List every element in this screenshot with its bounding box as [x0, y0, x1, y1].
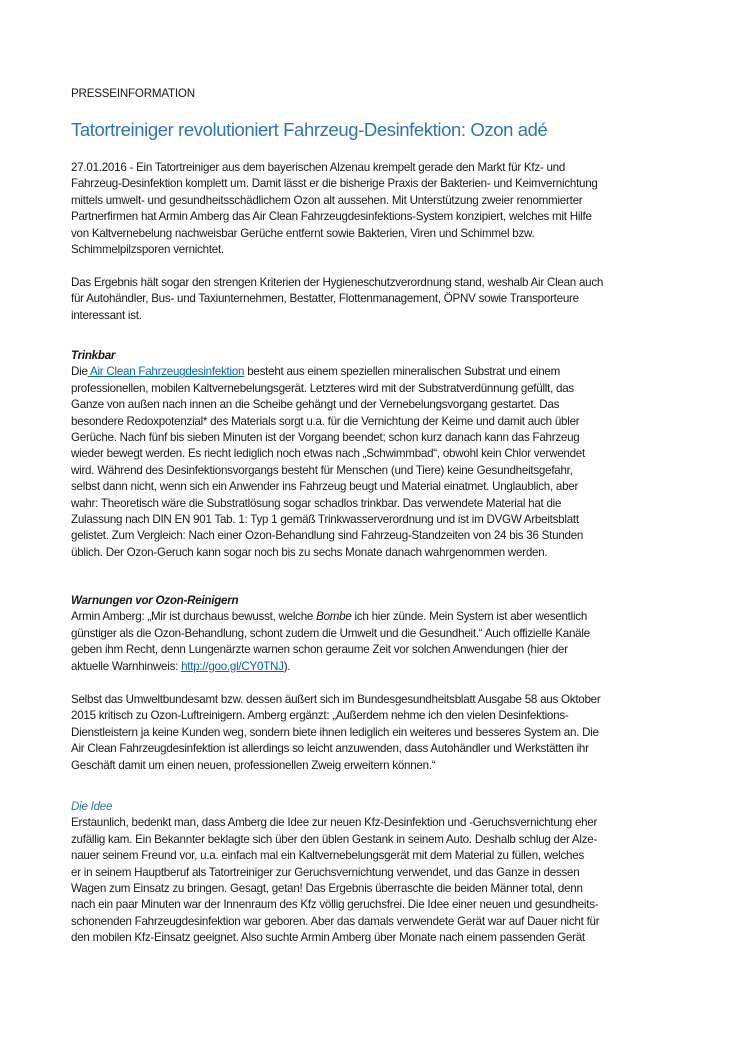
- text-line: [71, 275, 603, 291]
- text-segment: ).: [283, 659, 291, 673]
- text-line: [71, 479, 585, 495]
- section-warnungen: [71, 593, 590, 675]
- section-trinkbar: [71, 348, 585, 561]
- text-segment: er in seinem Hauptberuf als Tatortreiniger zur Geruchsvernichtung verwendet, und das Ganze in dessen: [71, 865, 580, 879]
- hyperlink[interactable]: Air Clean Fahrzeugdesinfektion: [87, 365, 245, 379]
- text-line: [71, 446, 585, 462]
- emphasis-text: Bombe: [316, 610, 352, 624]
- text-segment: besondere Redoxpotenzial* des Materials sorgt u.a. für die Vernichtung der Keime und damit auch übler: [71, 414, 580, 428]
- section-heading: Trinkbar: [71, 349, 116, 362]
- text-line: [71, 832, 599, 848]
- press-kicker: PRESSEINFORMATION: [71, 87, 195, 100]
- text-line: [71, 609, 590, 625]
- paragraph-umweltbundesamt: [71, 692, 601, 774]
- text-line: [71, 176, 598, 192]
- text-segment: Die: [71, 365, 88, 379]
- text-segment: nach ein paar Minuten war der Innenraum des Kfz völlig geruchsfrei. Die Idee einer neuen und gesundheits-: [71, 898, 599, 912]
- text-segment: Partnerfirmen hat Armin Amberg das Air Clean Fahrzeugdesinfektions-System konzipiert, welches mit Hilfe: [71, 210, 592, 224]
- text-line: [71, 242, 598, 258]
- text-line: [71, 348, 585, 364]
- text-segment: Erstaunlich, bedenkt man, dass Amberg die Idee zur neuen Kfz-Desinfektion und -Geruchsvernichtung eher: [71, 816, 598, 830]
- text-segment: Schimmelpilzsporen vernichtet.: [71, 242, 224, 256]
- text-segment: Geschäft damit um einen neuen, professionellen Zweig erweitern können.“: [71, 758, 436, 772]
- text-line: [71, 881, 599, 897]
- section-heading: Warnungen vor Ozon-Reinigern: [71, 594, 239, 607]
- text-segment: üblich. Der Ozon-Geruch kann sogar noch bis zu sechs Monate danach wahrgenommen werden.: [71, 545, 548, 559]
- text-line: [71, 209, 598, 225]
- text-segment: wird. Während des Desinfektionsvorgangs besteht für Menschen (und Tiere) keine Gesundheitsgefahr,: [71, 463, 573, 477]
- text-line: [71, 741, 601, 757]
- text-line: [71, 364, 585, 380]
- text-segment: Dienstleistern ja keine Kunden weg, sondern biete ihnen lediglich ein weiteres und besseres System an. Die: [71, 725, 599, 739]
- text-line: [71, 512, 585, 528]
- text-segment: geben ihm Recht, denn Lungenärzte warnen schon geraume Zeit vor solchen Anwendungen (hier der: [71, 643, 568, 657]
- text-line: [71, 642, 590, 658]
- text-segment: interessant ist.: [71, 308, 142, 322]
- text-segment: besteht aus einem speziellen mineralischen Substrat und einem: [244, 365, 561, 379]
- text-segment: wahr: Theoretisch wäre die Substratlösung sogar schadlos trinkbar. Das verwendete Material hat die: [71, 496, 562, 510]
- text-segment: von Kaltvernebelung nachweisbar Gerüche entfernt sowie Bakterien, Viren und Schimmel bzw.: [71, 226, 535, 240]
- text-line: [71, 815, 599, 831]
- text-line: [71, 758, 601, 774]
- text-line: [71, 545, 585, 561]
- text-segment: Das Ergebnis hält sogar den strengen Kriterien der Hygieneschutzverordnung stand, weshalb Air Clean auch: [71, 276, 604, 289]
- text-segment: ich hier zünde. Mein System ist aber wesentlich: [351, 610, 588, 624]
- text-line: [71, 496, 585, 512]
- text-segment: Selbst das Umweltbundesamt bzw. dessen äußert sich im Bundesgesundheitsblatt Ausgabe 58 aus Oktober: [71, 693, 601, 706]
- text-segment: aktuelle Warnhinweis:: [71, 659, 182, 673]
- text-segment: Wagen zum Einsatz zu bringen. Gesagt, getan! Das Ergebnis überraschte die beiden Männer total, denn: [71, 881, 583, 895]
- text-line: [71, 659, 590, 675]
- text-segment: Air Clean Fahrzeugdesinfektion ist allerdings so leicht anzuwenden, dass Autohändler und Werkstätten ihr: [71, 742, 589, 756]
- hyperlink[interactable]: http://goo.gl/CY0TNJ: [181, 659, 284, 673]
- text-line: [71, 593, 590, 609]
- text-segment: gelistet. Zum Vergleich: Nach einer Ozon-Behandlung sind Fahrzeug-Standzeiten von 24 bis 36 Stunden: [71, 529, 584, 543]
- text-line: [71, 160, 598, 176]
- text-segment: zufällig kam. Ein Bekannter beklagte sich über den üblen Gestank in seinem Auto. Deshalb schlug der Alze-: [71, 832, 598, 846]
- text-segment: Zulassung nach DIN EN 901 Tab. 1: Typ 1 gemäß Trinkwasserverordnung und ist im DVGW Arbeitsblatt: [71, 512, 579, 526]
- text-line: [71, 799, 599, 815]
- text-segment: Armin Amberg: „Mir ist durchaus bewusst, welche: [71, 610, 317, 624]
- text-segment: Fahrzeug-Desinfektion komplett um. Damit lässt er die bisherige Praxis der Bakterien- und Keimvernichtung: [71, 177, 598, 191]
- text-segment: 2015 kritisch zu Ozon-Luftreinigern. Amberg ergänzt: „Außerdem nehme ich den vielen Desinfektions-: [71, 709, 569, 723]
- text-line: [71, 397, 585, 413]
- paragraph-result: [71, 275, 603, 324]
- text-line: [71, 708, 601, 724]
- section-heading: Die Idee: [71, 800, 113, 813]
- text-line: [71, 291, 603, 307]
- text-line: [71, 897, 599, 913]
- text-segment: mittels umwelt- und gesundheitsschädlichem Ozon alt aussehen. Mit Unterstützung zweier renommierter: [71, 193, 583, 207]
- text-segment: für Autohändler, Bus- und Taxiunternehmen, Bestatter, Flottenmanagement, ÖPNV sowie Transporteure: [71, 292, 579, 306]
- text-segment: den mobilen Kfz-Einsatz geeignet. Also suchte Armin Amberg über Monate nach einem passenden Gerät: [71, 931, 585, 945]
- text-line: [71, 865, 599, 881]
- text-line: [71, 414, 585, 430]
- text-line: [71, 914, 599, 930]
- text-segment: wieder bewegt werden. Es riecht lediglich noch etwas nach „Schwimmbad“, obwohl kein Chlor verwendet: [71, 447, 585, 461]
- text-line: [71, 463, 585, 479]
- section-idee: [71, 799, 599, 947]
- text-line: [71, 692, 601, 708]
- page-title: Tatortreiniger revolutioniert Fahrzeug-Desinfektion: Ozon adé: [71, 119, 548, 140]
- text-line: [71, 226, 598, 242]
- text-segment: Ganze von außen nach innen an die Scheibe gehängt und der Vernebelungsvorgang gestartet. Das: [71, 398, 560, 412]
- text-line: [71, 381, 585, 397]
- text-segment: professionellen, mobilen Kaltvernebelungsgerät. Letzteres wird mit der Substratverdünnung gefüllt, das: [71, 381, 574, 395]
- text-segment: Gerüche. Nach fünf bis sieben Minuten ist der Vorgang beendet; schon kurz danach kann das Fahrzeug: [71, 430, 580, 444]
- text-line: [71, 430, 585, 446]
- text-segment: selbst dann nicht, wenn sich ein Anwender ins Fahrzeug beugt und Material einatmet. Unglaublich, aber: [71, 480, 579, 494]
- paragraph-intro: [71, 160, 598, 258]
- text-line: [71, 848, 599, 864]
- text-line: [71, 725, 601, 741]
- text-segment: schonenden Fahrzeugdesinfektion war geboren. Aber das damals verwendete Gerät war auf Dauer nicht für: [71, 914, 600, 928]
- text-line: [71, 308, 603, 324]
- text-segment: 27.01.2016 - Ein Tatortreiniger aus dem bayerischen Alzenau krempelt gerade den Markt für Kfz- und: [71, 161, 566, 174]
- text-line: [71, 193, 598, 209]
- text-line: [71, 930, 599, 946]
- text-segment: nauer seinem Freund vor, u.a. einfach mal ein Kaltvernebelungsgerät mit dem Material zu füllen, welches: [71, 849, 584, 863]
- text-segment: günstiger als die Ozon-Behandlung, schont zudem die Umwelt und die Gesundheit.“ Auch offizielle Kanäle: [71, 626, 590, 640]
- text-line: [71, 626, 590, 642]
- text-line: [71, 528, 585, 544]
